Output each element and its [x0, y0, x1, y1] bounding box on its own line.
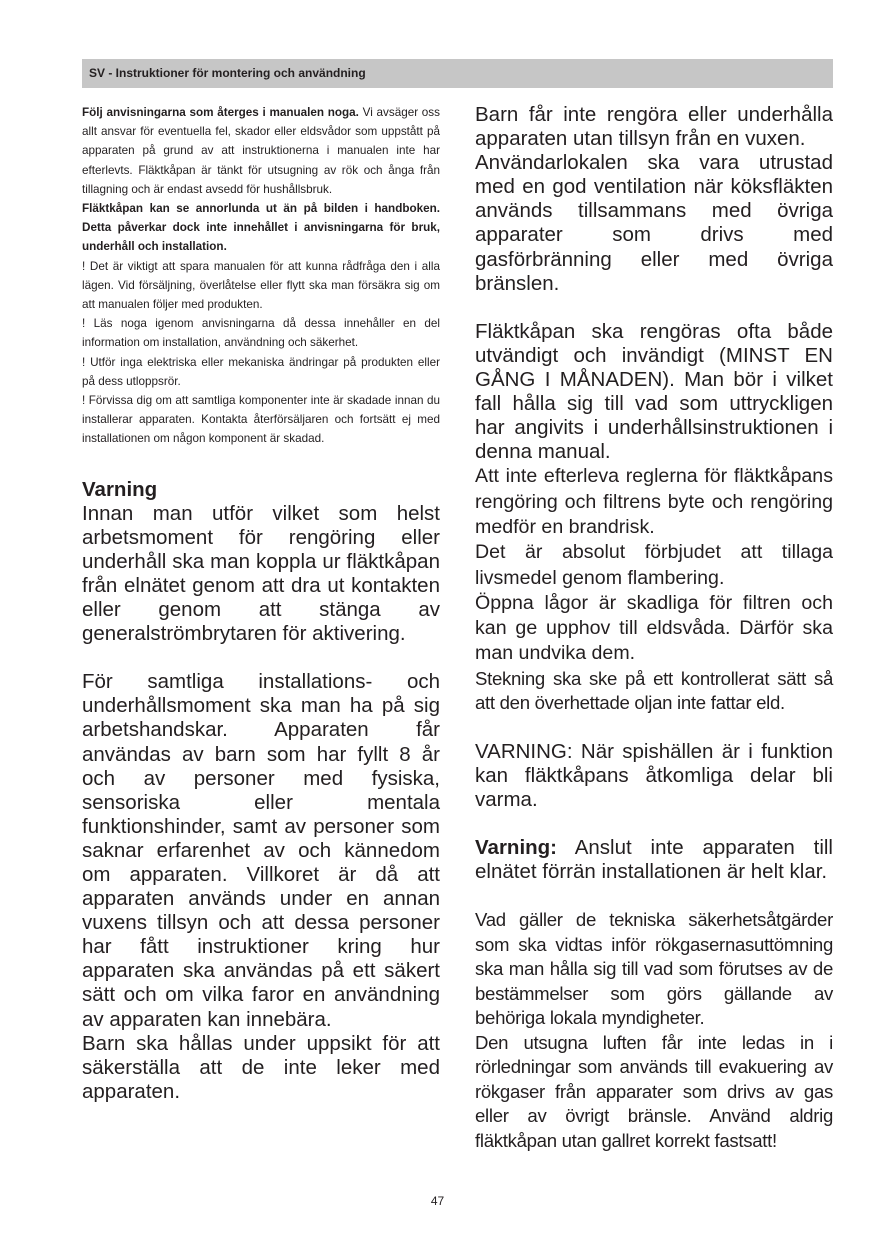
- connect-warning-text: Anslut inte apparaten till elnätet förrän installationen är helt klar.: [475, 835, 833, 884]
- page-number: 47: [430, 1194, 445, 1208]
- note-check-components: ! Förvissa dig om att samtliga komponenter inte är skadade innan du installerar apparaten. Kontakta återförsäljaren och fortsätt ej med installationen om någon komponent är skadad.: [82, 394, 440, 446]
- open-flames-paragraph: Öppna lågor är skadliga för filtren och kan ge upphov till eldsvåda. Därför ska man undvika dem.: [475, 591, 833, 665]
- exhaust-paragraph: Den utsugna luften får inte ledas in i rörledningar som används till evakuering av rökgaser från apparater som drivs av gas eller av övrigt bränsle. Använd aldrig fläktkåpan utan gallret korrekt fastsatt!: [475, 1031, 833, 1151]
- connect-warning-paragraph: [475, 836, 833, 884]
- section-header-bar: [82, 59, 833, 88]
- connect-warning-label: Varning:: [475, 835, 558, 859]
- note-save-manual: ! Det är viktigt att spara manualen för att kunna rådfråga den i alla lägen. Vid försäljning, överlåtelse eller flytt ska man försäkra sig om att manualen följer med produkten.: [82, 259, 440, 312]
- left-column: [82, 103, 440, 1104]
- frying-paragraph: Stekning ska ske på ett kontrollerat sätt så att den överhettade oljan inte fattar eld.: [475, 667, 833, 714]
- right-column: [475, 103, 833, 1153]
- note-read-instructions: ! Läs noga igenom anvisningarna då dessa innehåller en del information om installation, användning och säkerhet.: [82, 317, 440, 350]
- intro-bold-text: Följ anvisningarna som återges i manualen noga.: [82, 106, 359, 119]
- warning-disconnect-paragraph: Innan man utför vilket som helst arbetsmoment för rengöring eller underhåll ska man koppla ur fläktkåpan från elnätet genom att dra ut kontakten eller genom att stänga av generalströmbrytaren för aktivering.: [82, 501, 440, 646]
- fire-risk-paragraph: Att inte efterleva reglerna för fläktkåpans rengöring och filtrens byte och rengöring medför en brandrisk.: [475, 465, 833, 538]
- installation-gloves-paragraph: För samtliga installations- och underhållsmoment ska man ha på sig arbetshandskar. Apparaten får användas av barn som har fyllt 8 år och av personer med fysiska, sensoriska eller mentala funktionshinder, samt av personer som saknar erfarenhet av och kännedom om apparaten. Villkoret är då att apparaten används under en annan vuxens tillsyn och att dessa personer har fått instruktioner kring hur apparaten ska användas på ett säkert sätt och om vilka faror en användning av apparaten kan innebära.: [82, 670, 440, 1031]
- section-title: SV - Instruktioner för montering och användning: [89, 66, 366, 80]
- note-no-modifications: ! Utför inga elektriska eller mekaniska ändringar på produkten eller på dess utloppsrör.: [82, 355, 440, 388]
- hob-warning-paragraph: VARNING: När spishällen är i funktion kan fläktkåpans åtkomliga delar bli varma.: [475, 739, 833, 811]
- flambe-paragraph: Det är absolut förbjudet att tillaga livsmedel genom flambering.: [475, 541, 833, 589]
- image-notice-paragraph: [82, 199, 440, 257]
- warning-heading: Varning: [82, 477, 158, 501]
- cleaning-frequency-paragraph: Fläktkåpan ska rengöras ofta både utvändigt och invändigt (MINST EN GÅNG I MÅNADEN). Man bör i vilket fall hålla sig till vad som uttryckligen har angivits i underhållsinstruktionen i denna manual.: [475, 319, 833, 464]
- image-notice-text: Fläktkåpan kan se annorlunda ut än på bilden i handboken. Detta påverkar dock inte innehållet i anvisningarna för bruk, underhåll och installation.: [82, 202, 440, 254]
- regulations-paragraph: Vad gäller de tekniska säkerhetsåtgärder som ska vidtas inför rökgasernasuttömning ska man hålla sig till vad som förutses av de bestämmelser som görs gällande av behöriga lokala myndigheter.: [475, 909, 833, 1029]
- children-cleaning-paragraph: Barn får inte rengöra eller underhålla apparaten utan tillsyn från en vuxen.: [475, 103, 833, 151]
- intro-text: Vi avsäger oss allt ansvar för eventuella fel, skador eller eldsvådor som uppstått på apparaten på grund av att instruktionerna i manualen inte har efterlevts. Fläktkåpan är tänkt för utsugning av rök och ånga från tillagning och är endast avsedd för hushållsbruk.: [82, 106, 440, 196]
- intro-paragraph: [82, 103, 440, 199]
- children-supervision-paragraph: Barn ska hållas under uppsikt för att säkerställa att de inte leker med apparaten.: [82, 1031, 440, 1103]
- ventilation-paragraph: Användarlokalen ska vara utrustad med en god ventilation när köksfläkten används tillsammans med övriga apparater som drivs med gasförbränning eller med övriga bränslen.: [475, 151, 833, 295]
